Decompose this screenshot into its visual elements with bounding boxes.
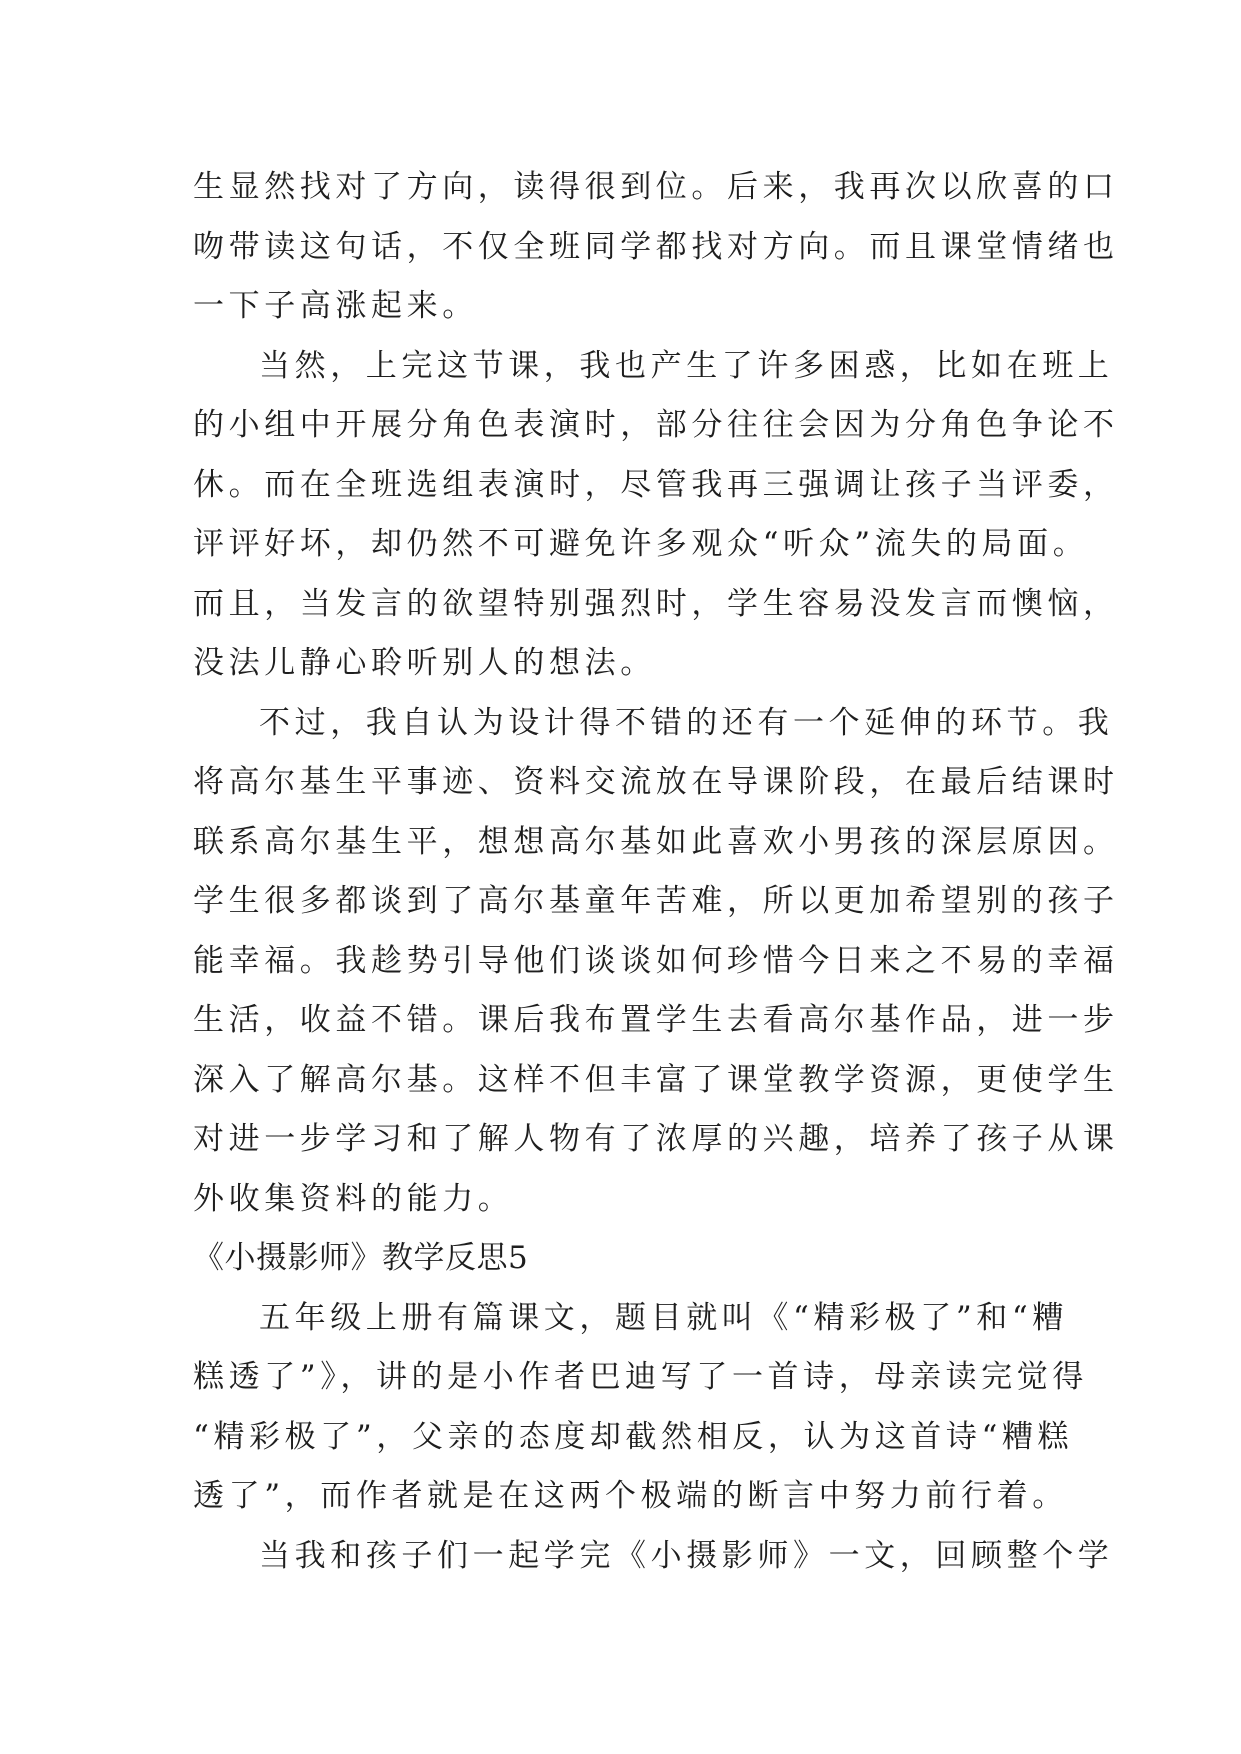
document-body bbox=[193, 158, 1119, 1586]
text-line: 生活，收益不错。课后我布置学生去看高尔基作品，进一步 bbox=[193, 1002, 1119, 1038]
text-line: 将高尔基生平事迹、资料交流放在导课阶段，在最后结课时 bbox=[193, 764, 1119, 800]
text-line: “精彩极了”，父亲的态度却截然相反，认为这首诗“糟糕 bbox=[193, 1418, 1074, 1455]
text-line: 透了”，而作者就是在这两个极端的断言中努力前行着。 bbox=[193, 1478, 1068, 1514]
paragraph bbox=[193, 1289, 1088, 1527]
text-line: 的小组中开展分角色表演时，部分往往会因为分角色争论不 bbox=[193, 407, 1119, 443]
text-line: 当然，上完这节课，我也产生了许多困惑，比如在班上 bbox=[259, 347, 1114, 384]
section-heading bbox=[193, 1229, 1073, 1289]
paragraph bbox=[193, 337, 1119, 694]
text-line: 对进一步学习和了解人物有了浓厚的兴趣，培养了孩子从课 bbox=[193, 1121, 1119, 1157]
text-line: 学生很多都谈到了高尔基童年苦难，所以更加希望别的孩子 bbox=[193, 883, 1119, 919]
text-line: 生显然找对了方向，读得很到位。后来，我再次以欣喜的口 bbox=[193, 169, 1119, 205]
text-line: 深入了解高尔基。这样不但丰富了课堂教学资源，更使学生 bbox=[193, 1061, 1119, 1098]
text-line: 评评好坏，却仍然不可避免许多观众“听众”流失的局面。 bbox=[193, 526, 1089, 562]
paragraph bbox=[193, 694, 1119, 1230]
text-line: 糕透了”》，讲的是小作者巴迪写了一首诗，母亲读完觉得 bbox=[193, 1359, 1088, 1395]
text-line: 吻带读这句话，不仅全班同学都找对方向。而且课堂情绪也 bbox=[193, 228, 1119, 265]
text-line: 休。而在全班选组表演时，尽管我再三强调让孩子当评委， bbox=[193, 466, 1119, 503]
text-line: 没法儿静心聆听别人的想法。 bbox=[193, 645, 656, 681]
paragraph bbox=[193, 158, 1119, 337]
text-line: 外收集资料的能力。 bbox=[193, 1180, 514, 1217]
text-line: 联系高尔基生平，想想高尔基如此喜欢小男孩的深层原因。 bbox=[193, 823, 1119, 860]
text-line: 不过，我自认为设计得不错的还有一个延伸的环节。我 bbox=[259, 704, 1114, 741]
heading-text: 《小摄影师》教学反思5 bbox=[193, 1240, 529, 1276]
text-line: 五年级上册有篇课文，题目就叫《“精彩极了”和“糟 bbox=[259, 1299, 1068, 1336]
text-line: 能幸福。我趁势引导他们谈谈如何珍惜今日来之不易的幸福 bbox=[193, 942, 1119, 979]
text-line: 当我和孩子们一起学完《小摄影师》一文，回顾整个学 bbox=[259, 1537, 1114, 1574]
text-line: 一下子高涨起来。 bbox=[193, 288, 478, 324]
paragraph bbox=[193, 1527, 1114, 1587]
text-line: 而且，当发言的欲望特别强烈时，学生容易没发言而懊恼， bbox=[193, 585, 1119, 622]
